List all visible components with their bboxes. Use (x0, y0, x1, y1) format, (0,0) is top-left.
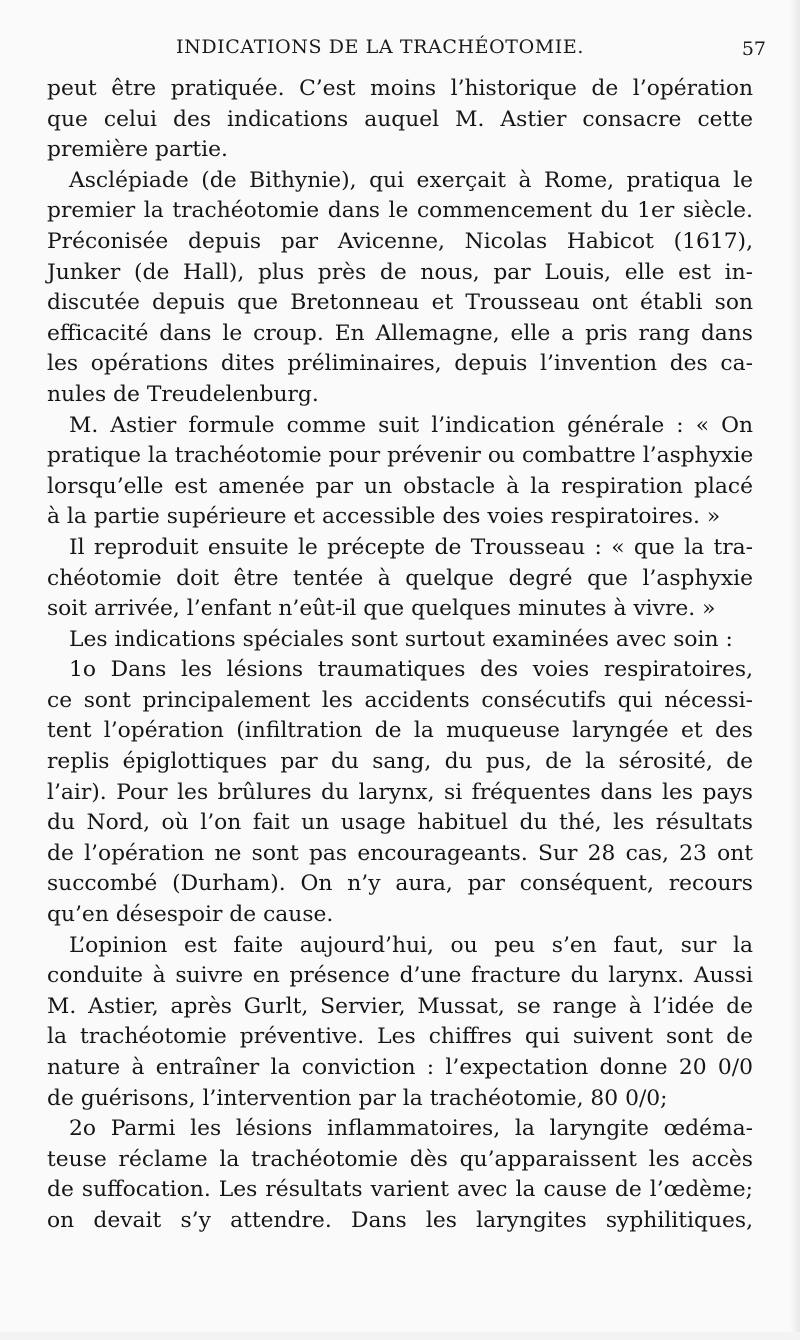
text-line: Junker (de Hall), plus près de nous, par Louis, elle est in- (47, 259, 753, 285)
text-line: à la partie supérieure et accessible des voies respiratoires. » (47, 504, 721, 530)
text-line: nules de Treudelenburg. (47, 381, 319, 407)
text-line: la trachéotomie préventive. Les chiffres qui suivent sont de (47, 1024, 753, 1050)
text-line: chéotomie doit être tentée à quelque degré que l’asphyxie (47, 565, 753, 591)
running-head: INDICATIONS DE LA TRACHÉOTOMIE. (176, 36, 585, 58)
text-line: peut être pratiquée. C’est moins l’historique de l’opération (47, 76, 753, 101)
text-line: succombé (Durham). On n’y aura, par conséquent, recours (47, 871, 753, 897)
text-line: qu’en désespoir de cause. (47, 902, 334, 928)
text-line: Les indications spéciales sont surtout examinées avec soin : (69, 626, 733, 652)
text-line: on devait s’y attendre. Dans les laryngites syphilitiques, (47, 1207, 753, 1233)
scan-edge (790, 0, 800, 1340)
page-bottom-edge (0, 1332, 800, 1340)
page-header (0, 36, 800, 60)
text-line: ce sont principalement les accidents consécutifs qui nécessi- (47, 687, 753, 713)
text-line: Il reproduit ensuite le précepte de Trousseau : « que la tra- (69, 534, 753, 560)
text-line: 1o Dans les lésions traumatiques des voies respiratoires, (69, 657, 753, 683)
text-line: discutée depuis que Bretonneau et Trousseau ont établi son (47, 290, 753, 316)
text-line: soit arrivée, l’enfant n’eût-il que quelques minutes à vivre. » (47, 596, 716, 622)
text-line: de guérisons, l’intervention par la trachéotomie, 80 0/0; (47, 1085, 668, 1111)
text-line: replis épiglottiques par du sang, du pus, de la sérosité, de (47, 749, 753, 775)
text-line: l’air). Pour les brûlures du larynx, si fréquentes dans les pays (47, 779, 753, 805)
text-line: du Nord, où l’on fait un usage habituel du thé, les résultats (47, 810, 753, 836)
text-line: tent l’opération (infiltration de la muqueuse laryngée et des (47, 718, 753, 744)
text-line: de suffocation. Les résultats varient avec la cause de l’œdème; (47, 1177, 753, 1203)
page-number: 57 (741, 38, 766, 60)
text-line: Préconisée depuis par Avicenne, Nicolas Habicot (1617), (47, 228, 753, 254)
text-line: Asclépiade (de Bithynie), qui exerçait à Rome, pratiqua le (69, 167, 753, 193)
text-line: M. Astier formule comme suit l’indication générale : « On (69, 412, 753, 438)
body-text (47, 74, 753, 1237)
text-line: premier la trachéotomie dans le commencement du 1er siècle. (47, 198, 753, 224)
text-line: 2o Parmi les lésions inflammatoires, la laryngite œdéma- (69, 1116, 753, 1142)
text-line: lorsqu’elle est amenée par un obstacle à la respiration placé (47, 473, 753, 499)
text-line: conduite à suivre en présence d’une fracture du larynx. Aussi (47, 963, 753, 989)
text-line: nature à entraîner la conviction : l’expectation donne 20 0/0 (47, 1055, 753, 1080)
text-line: efficacité dans le croup. En Allemagne, elle a pris rang dans (47, 320, 753, 346)
text-line: L’opinion est faite aujourd’hui, ou peu s’en faut, sur la (69, 932, 753, 958)
text-line: teuse réclame la trachéotomie dès qu’apparaissent les accès (47, 1146, 753, 1172)
text-line: de l’opération ne sont pas encourageants. Sur 28 cas, 23 ont (47, 840, 753, 866)
text-line: M. Astier, après Gurlt, Servier, Mussat, se range à l’idée de (47, 993, 753, 1019)
text-line: que celui des indications auquel M. Astier consacre cette (47, 106, 753, 132)
text-line: les opérations dites préliminaires, depuis l’invention des ca- (47, 351, 753, 377)
text-line: pratique la trachéotomie pour prévenir ou combattre l’asphyxie (47, 443, 754, 469)
text-line: première partie. (47, 137, 228, 163)
